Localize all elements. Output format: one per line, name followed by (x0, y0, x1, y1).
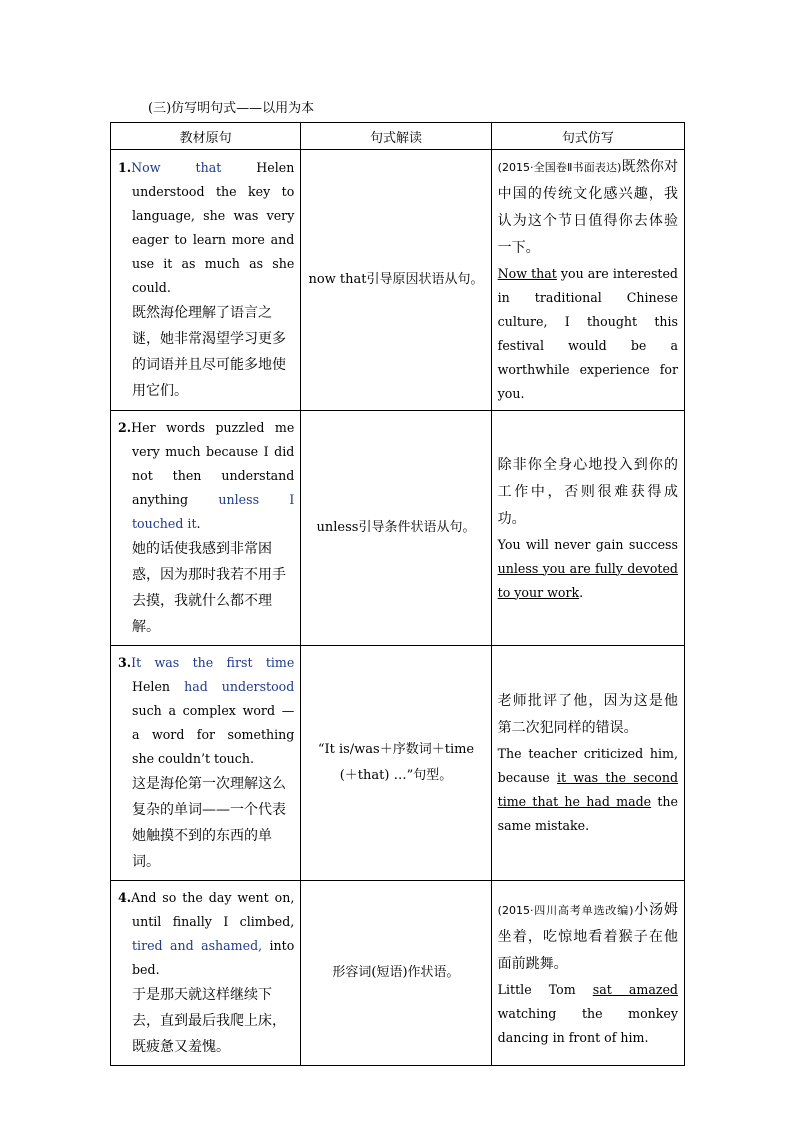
original-chinese: 这是海伦第一次理解这么复杂的单词——一个代表她触摸不到的东西的单词。 (132, 776, 286, 870)
key-phrase: unless I touched it (132, 492, 295, 531)
original-chinese: 既然海伦理解了语言之谜，她非常渴望学习更多的词语并且尽可能多地使用它们。 (132, 305, 286, 399)
original-english: 4.And so the day went on, until finally I climbed, tired and ashamed, into bed. (118, 890, 295, 977)
answer-blank: sat amazed (592, 981, 678, 997)
imitation-chinese: (2015·全国卷Ⅱ书面表达)既然你对中国的传统文化感兴趣，我认为这个节日值得你去体验一下。 (497, 159, 678, 256)
imitation-english: The teacher criticized him, because it was the second time that he had made the same mistake. (497, 746, 679, 833)
key-phrase: had understood (184, 679, 295, 694)
original-sentence-cell (111, 646, 301, 881)
imitation-english: Now that you are interested in traditional Chinese culture, I thought this festival would be a worthwhile experience for you. (497, 266, 678, 401)
answer-blank: Now that (497, 266, 557, 281)
imitation-english: You will never gain success unless you are fully devoted to your work. (497, 536, 678, 600)
original-english: 3.It was the first time Helen had understood such a complex word — a word for something she couldn’t touch. (118, 655, 295, 766)
header-imitation: 句式仿写 (491, 123, 684, 150)
table-header-row (111, 123, 685, 150)
original-chinese: 她的话使我感到非常困惑，因为那时我若不用手去摸，我就什么都不理解。 (132, 541, 286, 635)
interpretation-cell: “It is/was＋序数词＋time (＋that) …”句型。 (301, 646, 491, 881)
answer-blank: unless you are fully devoted to your work (497, 560, 678, 600)
original-sentence-cell (111, 150, 301, 411)
original-sentence-cell (111, 881, 301, 1066)
original-sentence-cell (111, 411, 301, 646)
answer-blank: it was the second time that he had made (497, 770, 679, 809)
original-chinese: 于是那天就这样继续下去，直到最后我爬上床，既疲惫又羞愧。 (132, 987, 286, 1055)
imitation-cell (491, 881, 684, 1066)
imitation-chinese: 除非你全身心地投入到你的工作中，否则很难获得成功。 (497, 456, 678, 527)
interpretation-cell: unless引导条件状语从句。 (301, 411, 491, 646)
table-row (111, 881, 685, 1066)
imitation-cell (491, 646, 684, 881)
original-english: 1.Now that Helen understood the key to language, she was very eager to learn more and use it as much as she could. (118, 160, 295, 295)
source-note: (2015·全国卷Ⅱ书面表达) (497, 161, 622, 174)
original-english: 2.Her words puzzled me very much because I did not then understand anything unless I touched it. (118, 420, 295, 531)
key-phrase: It was the first time (131, 655, 295, 670)
header-interpretation: 句式解读 (301, 123, 491, 150)
imitation-chinese: (2015·四川高考单选改编)小汤姆坐着，吃惊地看着猴子在他面前跳舞。 (497, 901, 679, 972)
key-phrase: tired and ashamed, (132, 938, 263, 953)
section-title: (三)仿写明句式——以用为本 (148, 101, 315, 116)
table-row (111, 646, 685, 881)
sentence-table (110, 122, 685, 1066)
source-note: (2015·四川高考单选改编) (497, 903, 634, 917)
interpretation-cell: 形容词(短语)作状语。 (301, 881, 491, 1066)
imitation-cell (491, 150, 684, 411)
interpretation-cell: now that引导原因状语从句。 (301, 150, 491, 411)
table-row (111, 150, 685, 411)
table-row (111, 411, 685, 646)
imitation-chinese: 老师批评了他，因为这是他第二次犯同样的错误。 (497, 693, 678, 736)
imitation-cell (491, 411, 684, 646)
key-phrase: Now that (131, 160, 222, 175)
imitation-english: Little Tom sat amazed watching the monkey dancing in front of him. (497, 981, 678, 1045)
header-original: 教材原句 (111, 123, 301, 150)
